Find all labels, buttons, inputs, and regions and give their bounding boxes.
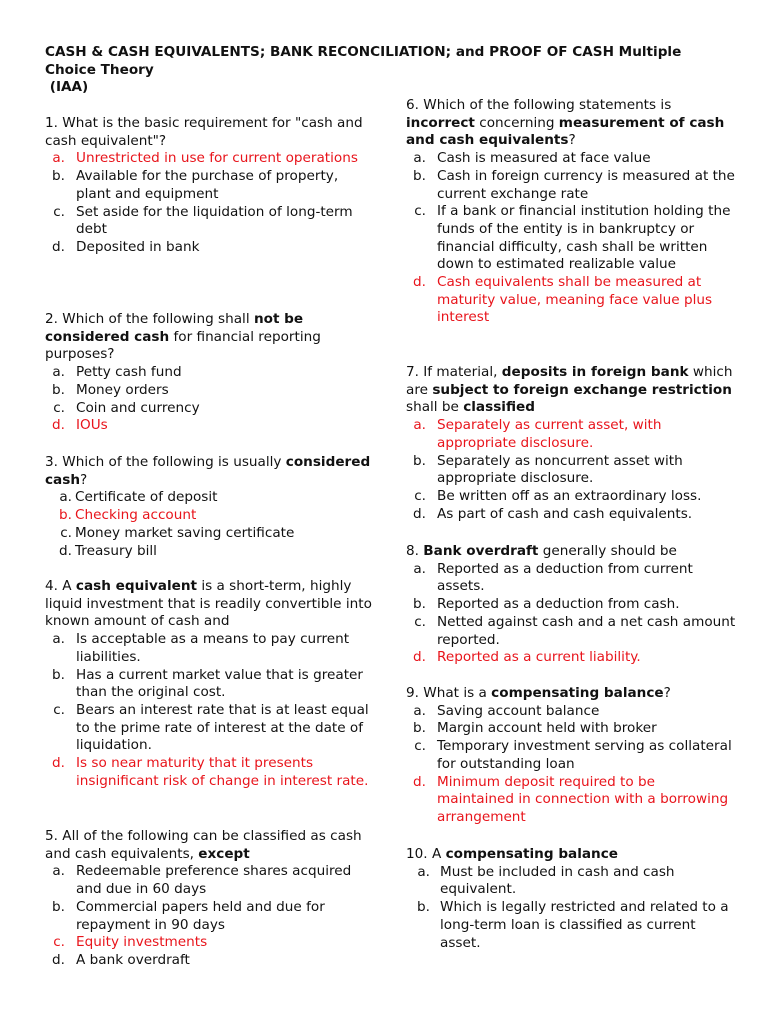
stem-text: 9. What is a (406, 685, 492, 701)
stem-emphasis: cash equivalent (75, 578, 198, 594)
option-letter: b. (52, 666, 65, 683)
answer-option-b (45, 507, 375, 525)
option-text: Equity investments (76, 934, 208, 951)
answer-option-a (406, 561, 736, 596)
answer-option-b (406, 720, 736, 738)
stem-emphasis: classified (463, 399, 535, 416)
stem-text: 8. (406, 543, 424, 559)
stem-text: generally should be (538, 543, 677, 559)
question-stem (45, 828, 375, 863)
stem-emphasis: subject to foreign exchange restriction (432, 381, 732, 398)
stem-emphasis: compensating balance (445, 846, 619, 862)
stem-emphasis: measurement of cash and cash equivalents (406, 114, 725, 149)
option-text: Treasury bill (75, 542, 157, 559)
question-3 (45, 454, 375, 560)
option-text: Reported as a deduction from current assets. (437, 560, 693, 595)
answer-option-c (406, 488, 736, 506)
answer-option-d (406, 774, 736, 827)
answer-option-a (406, 417, 736, 452)
option-letter: c. (414, 203, 426, 220)
answer-option-b (45, 168, 375, 203)
option-letter: b. (52, 898, 65, 915)
answer-option-c (45, 702, 375, 755)
option-letter: a. (413, 560, 426, 577)
option-letter: c. (53, 934, 65, 951)
stem-text: 7. If material, (406, 364, 502, 380)
question-stem (45, 578, 375, 631)
question-10 (406, 846, 736, 952)
question-stem (45, 311, 375, 364)
option-letter: b. (413, 720, 426, 737)
option-text: Bears an interest rate that is at least equal to the prime rate of interest at the date of liquidation. (76, 701, 369, 754)
answer-options (406, 703, 736, 827)
stem-text: 6. Which of the following statements is (406, 97, 672, 113)
answer-option-d (45, 417, 375, 435)
answer-options (406, 417, 736, 523)
stem-emphasis: considered cash (45, 454, 371, 488)
option-text: Is acceptable as a means to pay current liabilities. (76, 631, 350, 665)
stem-emphasis: Bank overdraft (423, 543, 539, 559)
option-letter: c. (414, 613, 426, 630)
document-title (45, 44, 725, 97)
question-8 (406, 543, 736, 667)
option-letter: a. (52, 631, 65, 648)
option-text: If a bank or financial institution holding the funds of the entity is in bankruptcy or financial difficulty, cash shall be written down to estimated realizable value (437, 203, 731, 273)
option-letter: c. (53, 203, 65, 220)
option-text: Is so near maturity that it presents insignificant risk of change in interest rate. (76, 755, 369, 789)
stem-text: ? (663, 685, 671, 701)
option-text: As part of cash and cash equivalents. (437, 505, 693, 522)
option-text: Deposited in bank (76, 238, 200, 255)
question-stem (45, 454, 375, 489)
option-text: A bank overdraft (76, 951, 190, 968)
option-letter: d. (413, 649, 426, 666)
question-stem (45, 115, 375, 150)
stem-text: 3. Which of the following is usually (45, 454, 286, 470)
option-letter: b. (52, 381, 65, 398)
option-text: Temporary investment serving as collateral for outstanding loan (437, 738, 732, 772)
option-text: Reported as a current liability. (437, 649, 641, 666)
question-4 (45, 578, 375, 790)
stem-text: concerning (474, 114, 559, 131)
option-text: Set aside for the liquidation of long-term debt (76, 203, 353, 238)
question-9 (406, 685, 736, 827)
stem-text: 2. Which of the following shall (45, 311, 254, 327)
answer-options (45, 631, 375, 790)
answer-option-d (45, 755, 375, 790)
answer-option-d (45, 952, 375, 970)
answer-options (406, 150, 736, 327)
question-stem (406, 846, 736, 864)
stem-emphasis: except (198, 845, 250, 862)
option-text: Money market saving certificate (75, 524, 295, 541)
option-text: Reported as a deduction from cash. (437, 596, 680, 613)
option-text: Be written off as an extraordinary loss. (437, 487, 702, 504)
answer-option-b (406, 596, 736, 614)
answer-options (45, 489, 375, 560)
option-letter: a. (52, 364, 65, 381)
option-text: Must be included in cash and cash equivalent. (440, 863, 675, 898)
option-letter: d. (413, 274, 426, 291)
answer-option-d (406, 274, 736, 327)
option-letter: b. (413, 167, 426, 184)
option-text: Separately as current asset, with appropriate disclosure. (437, 417, 662, 451)
option-text: Netted against cash and a net cash amount reported. (437, 613, 736, 648)
option-letter: b. (59, 507, 72, 524)
option-text: Separately as noncurrent asset with appropriate disclosure. (437, 452, 683, 487)
option-text: Petty cash fund (76, 364, 182, 381)
option-letter: a. (59, 489, 72, 506)
answer-option-d (406, 506, 736, 524)
question-5 (45, 828, 375, 970)
option-text: Checking account (75, 507, 197, 524)
answer-options (45, 150, 375, 256)
answer-options (406, 561, 736, 667)
stem-text: 10. A (406, 846, 446, 862)
stem-text: ? (568, 132, 576, 149)
answer-option-c (45, 525, 375, 543)
option-text: Commercial papers held and due for repayment in 90 days (76, 898, 325, 933)
stem-text: 1. What is the basic requirement for "cash and cash equivalent"? (45, 115, 363, 149)
question-stem (406, 364, 736, 417)
option-text: Unrestricted in use for current operations (76, 150, 358, 167)
question-stem (406, 685, 736, 703)
option-letter: a. (52, 863, 65, 880)
question-stem (406, 543, 736, 561)
answer-option-d (45, 543, 375, 561)
stem-emphasis: deposits in foreign bank (501, 364, 689, 380)
option-letter: d. (52, 755, 65, 772)
option-text: Certificate of deposit (75, 489, 218, 506)
answer-option-b (45, 382, 375, 400)
answer-option-a (45, 863, 375, 898)
option-text: Minimum deposit required to be maintained in connection with a borrowing arrangement (437, 773, 729, 825)
option-letter: d. (52, 951, 65, 968)
answer-options (45, 364, 375, 435)
answer-option-b (406, 168, 736, 203)
option-letter: a. (52, 150, 65, 167)
option-text: Available for the purchase of property, plant and equipment (76, 168, 339, 202)
option-letter: a. (417, 863, 430, 880)
option-letter: d. (59, 542, 72, 559)
question-stem (406, 97, 736, 150)
option-letter: d. (413, 505, 426, 522)
answer-options (45, 863, 375, 969)
title-line: CASH & CASH EQUIVALENTS; BANK RECONCILIATION; and PROOF OF CASH Multiple (45, 44, 682, 60)
answer-option-b (406, 453, 736, 488)
answer-option-a (45, 364, 375, 382)
option-letter: b. (413, 596, 426, 613)
answer-option-a (45, 150, 375, 168)
option-letter: a. (413, 150, 426, 167)
option-letter: d. (52, 417, 65, 434)
stem-text: shall be (406, 399, 464, 416)
option-text: Has a current market value that is greater than the original cost. (76, 666, 363, 701)
question-7 (406, 364, 736, 523)
answer-option-d (45, 239, 375, 257)
answer-option-a (45, 489, 375, 507)
option-text: IOUs (76, 417, 108, 434)
option-text: Margin account held with broker (437, 720, 657, 737)
option-letter: c. (414, 487, 426, 504)
option-letter: b. (413, 452, 426, 469)
option-letter: c. (53, 701, 65, 718)
option-letter: b. (417, 899, 430, 916)
stem-text: 4. A (45, 578, 76, 594)
answer-option-b (45, 899, 375, 934)
option-letter: d. (52, 238, 65, 255)
answer-option-b (45, 667, 375, 702)
answer-option-c (406, 738, 736, 773)
option-letter: a. (413, 702, 426, 719)
option-letter: d. (413, 773, 426, 790)
answer-options (406, 864, 736, 953)
answer-option-a (406, 864, 736, 899)
option-text: Cash equivalents shall be measured at maturity value, meaning face value plus interest (437, 274, 713, 326)
option-text: Saving account balance (437, 702, 600, 719)
stem-text: for financial reporting purposes? (45, 328, 321, 363)
title-line: Choice Theory (45, 61, 154, 78)
option-letter: a. (413, 417, 426, 434)
option-letter: b. (52, 168, 65, 185)
option-text: Cash in foreign currency is measured at the current exchange rate (437, 167, 735, 202)
option-text: Redeemable preference shares acquired and due in 60 days (76, 863, 352, 898)
answer-option-a (406, 150, 736, 168)
answer-option-c (45, 204, 375, 239)
question-6 (406, 97, 736, 327)
option-letter: c. (60, 524, 72, 541)
answer-option-c (406, 614, 736, 649)
question-2 (45, 311, 375, 435)
option-letter: c. (414, 738, 426, 755)
answer-option-a (45, 631, 375, 666)
stem-text: ? (80, 471, 88, 488)
answer-option-b (406, 899, 736, 952)
stem-text: is a short-term, highly liquid investment that is readily convertible into known amount of cash and (45, 578, 372, 630)
option-text: Cash is measured at face value (437, 150, 651, 167)
answer-option-c (45, 934, 375, 952)
stem-emphasis: compensating balance (491, 685, 664, 701)
answer-option-c (45, 400, 375, 418)
question-1 (45, 115, 375, 257)
option-text: Coin and currency (76, 399, 200, 416)
stem-text: which are (406, 364, 733, 398)
option-text: Which is legally restricted and related to a long-term loan is classified as current asset. (440, 899, 729, 951)
answer-option-a (406, 703, 736, 721)
stem-emphasis: incorrect (406, 114, 475, 131)
answer-option-d (406, 649, 736, 667)
option-text: Money orders (76, 381, 169, 398)
answer-option-c (406, 203, 736, 274)
title-line: (IAA) (45, 79, 89, 96)
option-letter: c. (53, 399, 65, 416)
stem-emphasis: not be considered cash (45, 311, 304, 345)
stem-text: 5. All of the following can be classified as cash and cash equivalents, (45, 828, 362, 862)
